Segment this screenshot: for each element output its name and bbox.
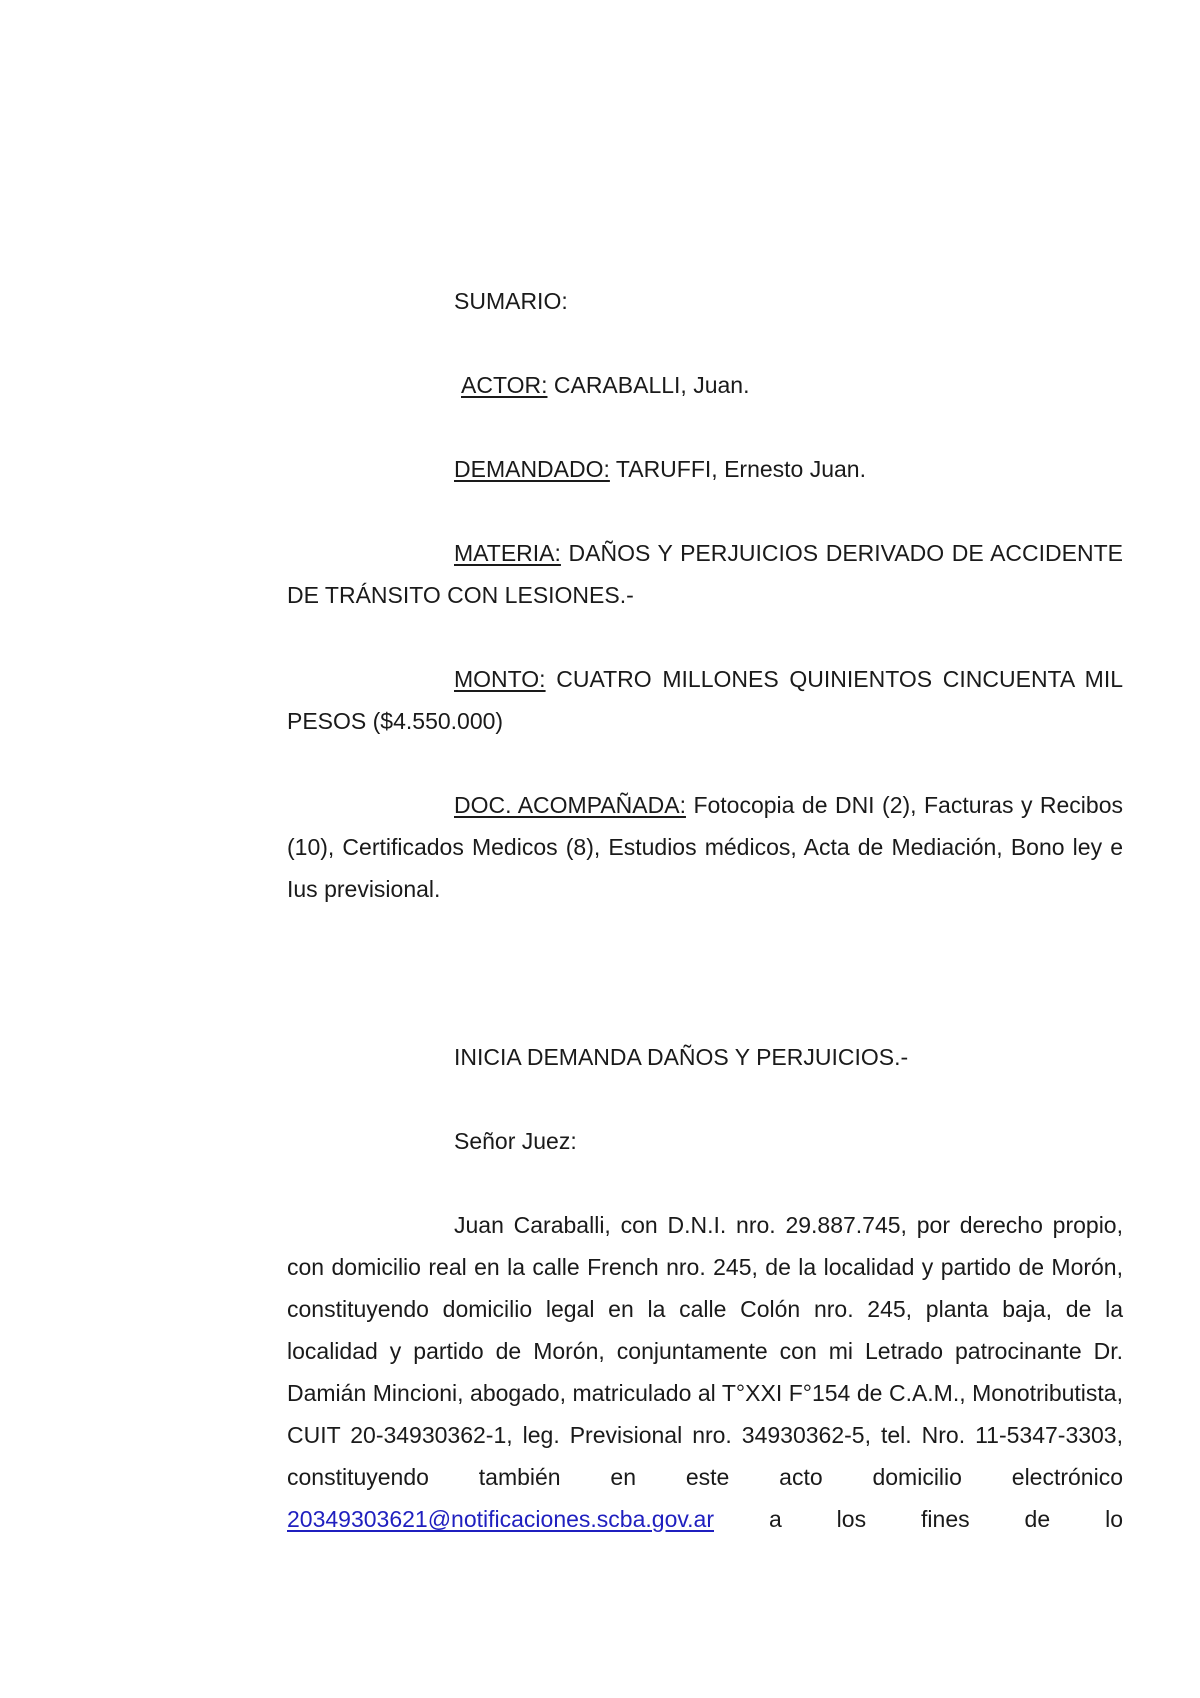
document-title <box>287 1036 1123 1078</box>
summary-heading <box>287 280 1123 322</box>
defendant-value: TARUFFI, Ernesto Juan. <box>615 456 866 482</box>
salutation-text: Señor Juez: <box>454 1128 577 1154</box>
matter-line <box>287 532 1123 616</box>
defendant-label: DEMANDADO: <box>454 456 610 482</box>
actor-label: ACTOR: <box>461 372 548 398</box>
amount-value: CUATRO MILLONES QUINIENTOS CINCUENTA MIL PESOS ($4.550.000) <box>287 666 1123 734</box>
main-paragraph <box>287 1204 1123 1540</box>
section-spacer <box>287 952 1123 1036</box>
amount-line <box>287 658 1123 742</box>
paragraph-end: a los fines de lo <box>714 1506 1123 1532</box>
document-title-text: INICIA DEMANDA DAÑOS Y PERJUICIOS.- <box>454 1044 909 1070</box>
matter-value: DAÑOS Y PERJUICIOS DERIVADO DE ACCIDENTE DE TRÁNSITO CON LESIONES.- <box>287 540 1123 608</box>
docs-line <box>287 784 1123 910</box>
electronic-domicile-email-link[interactable]: 20349303621@notificaciones.scba.gov.ar <box>287 1506 714 1532</box>
summary-heading-text: SUMARIO: <box>454 288 568 314</box>
paragraph-start: Juan Caraballi, con D.N.I. nro. 29.887.745, por derecho propio, con domicilio real en la calle French nro. 245, de la localidad y partido de Morón, constituyendo domicilio legal en la calle Colón nro. 245, planta baja, de la localidad y partido de Morón, conjuntamente con mi Letrado patrocinante Dr. Damián Mincioni, abogado, matriculado al T°XXI F°154 de C.A.M., Monotributista, CUIT 20-34930362-1, leg. Previsional nro. 34930362-5, tel. Nro. 11-5347-3303, constituyendo también en este acto domicilio electrónico <box>287 1212 1123 1490</box>
actor-line <box>287 364 1123 406</box>
actor-value: CARABALLI, Juan. <box>553 372 750 398</box>
salutation <box>287 1120 1123 1162</box>
docs-label: DOC. ACOMPAÑADA: <box>454 792 686 818</box>
amount-label: MONTO: <box>454 666 546 692</box>
document-body <box>287 280 1123 1582</box>
defendant-line <box>287 448 1123 490</box>
docs-value: Fotocopia de DNI (2), Facturas y Recibos (10), Certificados Medicos (8), Estudios médicos, Acta de Mediación, Bono ley e Ius previsional. <box>287 792 1124 902</box>
matter-label: MATERIA: <box>454 540 561 566</box>
